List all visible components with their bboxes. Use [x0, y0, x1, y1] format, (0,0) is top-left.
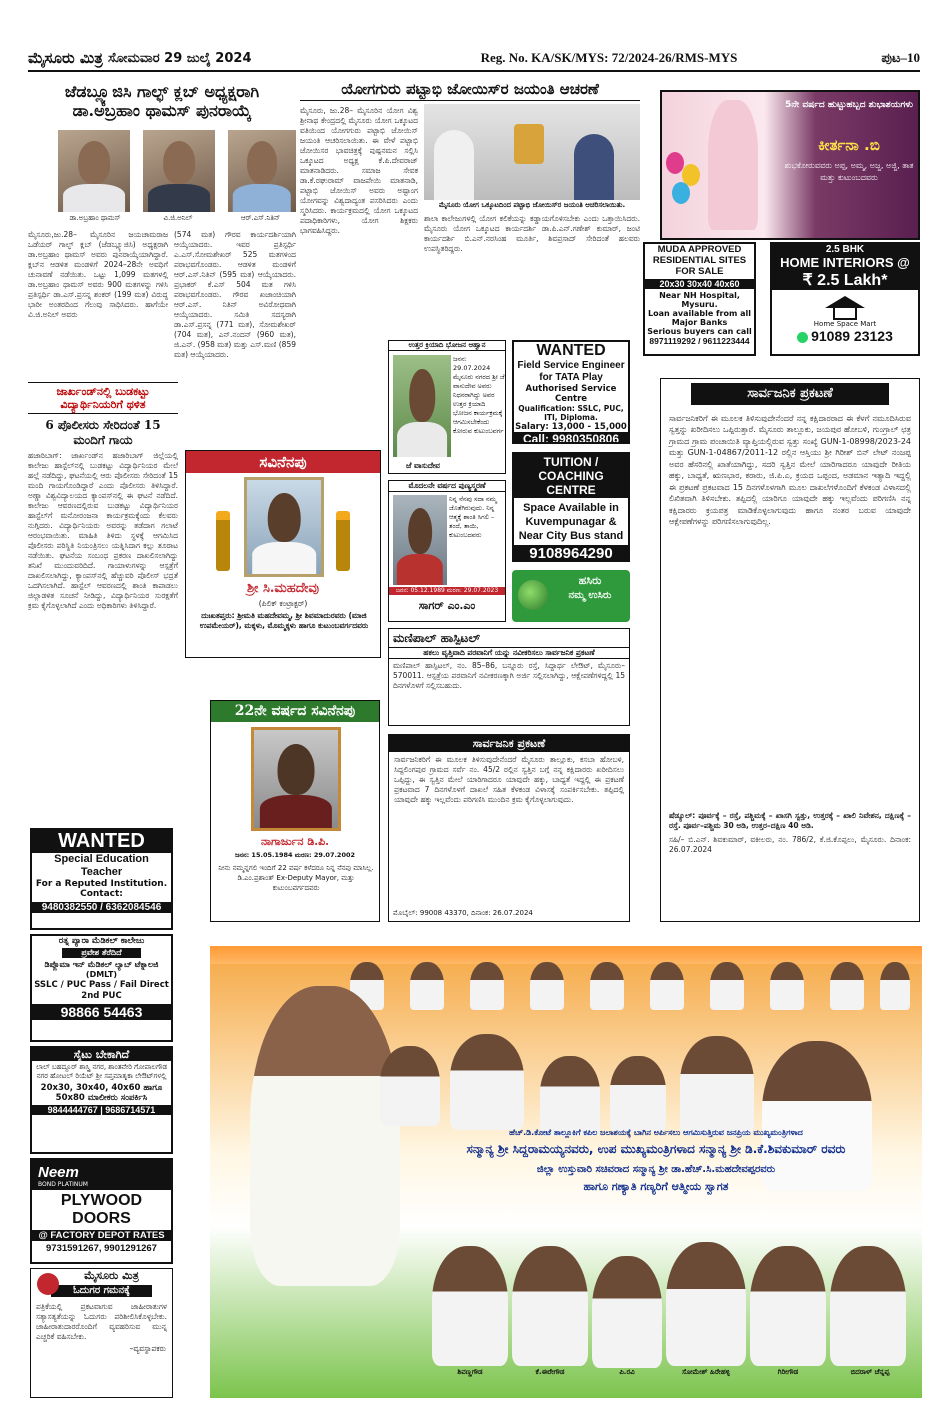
sites-title: ಸೈಟು ಬೇಕಾಗಿದೆ — [32, 1048, 171, 1061]
sites-sizes: 20x30, 30x40, 40x60 ಹಾಗೂ 50x80 ಮಾಲೀಕರು ಸಂಪರ್ಕಿಸಿ — [40, 1083, 163, 1104]
banner-person-4 — [666, 1242, 746, 1366]
birthday-wishes: ಶುಭಕೋರುವವರು ಅಪ್ಪ, ಅಮ್ಮ, ಅಜ್ಜ, ಅಜ್ಜಿ, ತಾತ ಮತ್ತು ಕುಟುಂಬದವರು — [784, 161, 914, 182]
plywood-rate: @ FACTORY DEPOT RATES — [32, 1230, 171, 1241]
muda-note: Serious buyers can call — [647, 327, 752, 336]
tata-salary: Salary: 13,000 - 15,000 — [515, 422, 627, 432]
dmlt-phone: 98866 54463 — [32, 1004, 171, 1020]
muda-location: Near NH Hospital, Mysuru. — [659, 291, 740, 309]
birthday-line1: 5ನೇ ವರ್ಷದ ಹುಟ್ಟುಹಬ್ಬದ ಶುಭಾಶಯಗಳು — [785, 100, 913, 110]
public-notice-small — [388, 734, 630, 922]
banner-face — [610, 1056, 666, 1132]
welcome-banner — [210, 946, 922, 1398]
banner-name-1: ಶಿವಣ್ಣಗೌಡ — [457, 1368, 483, 1376]
manipal-text: ಮಣಿಪಾಲ್ ಹಾಸ್ಪಿಟಲ್, ನಂ. 85–86, ಬನ್ನೂರು ರಸ್ತೆ, ಸಿದ್ದಾರ್ಥ ಲೇಔಟ್, ಮೈಸೂರು–570011. ಆಸ್ಪತ್ರೆಯ ಪರವಾನಿಗೆ ನವೀಕರಣಕ್ಕಾಗಿ ಅರ್ಜಿ ಸಲ್ಲಿಸಲಾಗಿದ್ದು, ಆಕ್ಷೇಪಣೆಗಳಿದ್ದಲ್ಲಿ 15 ದಿನಗಳೊಳಗೆ ಸಲ್ಲಿಸಬಹುದು. — [393, 661, 625, 691]
notice-large-sign: ಸಹಿ/– ಬಿ.ಎನ್. ಶಿವಕುಮಾರ್, ವಕೀಲರು, ನಂ. 786/2, ಕೆ.ಜಿ.ಕೊಪ್ಪಲು, ಮೈಸೂರು. ದಿನಾಂಕ: 26.07.2024 — [669, 834, 911, 854]
savinenapu22-name: ನಾಗಾರ್ಜುನ ಡಿ.ಪಿ. — [260, 835, 329, 848]
interiors-phone — [772, 328, 918, 344]
yoga-photo — [424, 104, 640, 200]
savinenapu22-title: 22ನೇ ವರ್ಷದ ಸವಿನೆನಪು — [211, 701, 379, 722]
plywood-title: PLYWOOD DOORS — [60, 1192, 143, 1227]
jharkhand-headline: ಜಾರ್ಖಂಡ್‌ನಲ್ಲಿ ಬುಡಕಟ್ಟು ವಿದ್ಯಾರ್ಥಿನಿಯರಿಗೆ ಥಳಿತ — [28, 382, 178, 414]
dmlt-title: ರತ್ನ ಪ್ಯಾರಾ ಮೆಡಿಕಲ್ ಕಾಲೇಜು — [58, 936, 145, 946]
story-yoga — [300, 80, 640, 335]
jharkhand-subhead: 6 ಪೊಲೀಸರು ಸೇರಿದಂತೆ 15 ಮಂದಿಗೆ ಗಾಯ — [45, 418, 161, 447]
anniversary-badge-icon — [37, 1273, 59, 1295]
globe-icon — [518, 580, 548, 610]
manipal-subtitle: ಹಕಲು ವೃತ್ತಿವಾದಿ ಪರವಾನಿಗೆ ಯನ್ನು ನವೀಕರಿಸಲು ಸಾರ್ವಜನಿಕ ಪ್ರಕಟಣೆ — [389, 647, 629, 659]
sites-wanted-ad — [30, 1046, 173, 1154]
tata-call: Call: 9980350806 — [514, 432, 628, 444]
interiors-top: 2.5 BHK — [772, 244, 918, 255]
reader-box-sub: ಓದುಗರ ಗಮನಕ್ಕೆ — [51, 1285, 152, 1297]
first-anniversary-sagar — [388, 480, 506, 622]
banner-person-2 — [512, 1246, 588, 1366]
notice-small-sign: ಮೊಬೈಲ್: 99008 43370, ದಿನಾಂಕ: 26.07.2024 — [393, 909, 533, 917]
reader-box-title: ಮೈಸೂರು ಮಿತ್ರ — [84, 1269, 139, 1282]
savinenapu22-dates: ಜನನ: 15.05.1984 ಮರಣ: 29.07.2002 — [234, 851, 356, 859]
teacher-sub: For a Reputed Institution. Contact: — [35, 879, 168, 899]
interiors-price: ₹ 2.5 Lakh* — [772, 270, 918, 290]
green-line2: ನಮ್ಮ ಉಸಿರು — [568, 590, 612, 601]
banner-face — [540, 1056, 600, 1136]
obituary1-title: ಉತ್ತರ ಕ್ರಿಯಾದಿ ಭೋಜನ ಆಹ್ವಾನ — [389, 341, 505, 351]
yoga-headline: ಯೋಗಗುರು ಪಟ್ಟಾಭಿ ಜೋಯಿಸ್‌ರ ಜಯಂತಿ ಆಚರಣೆ — [300, 80, 640, 101]
wanted-teacher-ad — [30, 828, 173, 930]
yoga-body-2: ಶಾಲಾ ಕಾಲೇಜುಗಳಲ್ಲಿ ಯೋಗ ಕಲಿಕೆಯನ್ನು ಕಡ್ಡಾಯಗೊಳಿಸಬೇಕು ಎಂದು ಒತ್ತಾಯಿಸಿದರು. ಮೈಸೂರು ಯೋಗ ಒಕ್ಕೂಟದ ಕಾರ್ಯದರ್ಶಿ ಡಾ.ಪಿ.ಎನ್.ಗಣೇಶ್ ಕುಮಾರ್, ಜಂಟಿ ಕಾರ್ಯದರ್ಶಿ ಬಿ.ಎನ್.ನರಸಿಂಹ ಮೂರ್ತಿ, ಶಿವಪ್ರಸಾದ್ ಸೇರಿದಂತೆ ಹಲವರು ಉಪಸ್ಥಿತರಿದ್ದರು. — [424, 214, 640, 253]
plywood-phone: 9731591267, 9901291267 — [46, 1243, 157, 1254]
birthday-name: ಕೀರ್ತನಾ .ಬಿ — [818, 136, 880, 154]
obituary-vasudeva — [388, 340, 506, 474]
public-notice-large — [660, 378, 920, 922]
teacher-role: Special Education Teacher — [54, 853, 149, 878]
tata-qual: Qualification: SSLC, PUC, ITI, Diploma. — [518, 404, 624, 422]
muda-title: MUDA APPROVED RESIDENTIAL SITES FOR SALE — [652, 244, 747, 277]
banner-face — [680, 1036, 754, 1136]
reader-box-text: ಪತ್ರಿಕೆಯಲ್ಲಿ ಪ್ರಕಟವಾಗುವ ಜಾಹೀರಾತುಗಳ ಸತ್ಯಾಸತ್ಯತೆಯನ್ನು ಓದುಗರು ಪರಿಶೀಲಿಸಿಕೊಳ್ಳಬೇಕು. ಜಾಹೀರಾತುದಾರರೊಂದಿಗೆ ವ್ಯವಹರಿಸುವ ಮುನ್ನ ಎಚ್ಚರಿಕೆ ವಹಿಸಬೇಕು. — [36, 1302, 167, 1342]
savinenapu1-title: ಸವಿನೆನಪು — [186, 451, 380, 473]
sites-phone: 9844444767 | 9686714571 — [32, 1105, 171, 1115]
first-anniv-dates: ಜನನ: 05.12.1989 ಮರಣ: 29.07.2023 — [389, 587, 505, 595]
banner-cm-figure — [250, 986, 400, 1286]
birthday-ad — [660, 90, 920, 240]
notice-large-title: ಸಾರ್ವಜನಿಕ ಪ್ರಕಟಣೆ — [691, 383, 889, 405]
savinenapu-mahadevu — [185, 450, 381, 658]
banner-person-5 — [750, 1246, 826, 1366]
plywood-doors-ad — [30, 1158, 173, 1264]
plywood-sub: BOND PLATINUM — [38, 1181, 88, 1188]
notice-small-title: ಸಾರ್ವಜನಿಕ ಪ್ರಕಟಣೆ — [389, 735, 629, 752]
interiors-title: HOME INTERIORS @ — [772, 255, 918, 270]
house-icon — [825, 296, 865, 320]
interiors-phone-text: 91089 23123 — [811, 328, 893, 344]
reader-box-sign: –ವ್ಯವಸ್ಥಾಪಕರು — [129, 1344, 166, 1354]
reader-notice-box — [30, 1268, 173, 1398]
savinenapu22-photo — [251, 727, 341, 831]
registration-number: Reg. No. KA/SK/MYS: 72/2024-26/RMS-MYS — [480, 50, 738, 65]
green-earth-ad — [512, 570, 630, 622]
savinenapu1-text: ದುಃಖತಪ್ತರು: ಶ್ರೀಮತಿ ಮಹದೇವಮ್ಮ, ಶ್ರೀ ಶಿವಮಾದುರವರು (ಮಾಜಿ ಉಪಮೇಯರ್), ಮಕ್ಕಳು, ಮೊಮ್ಮಕ್ಕಳು ಹಾಗೂ ಕುಟುಂಬವರ್ಗದವರು — [199, 611, 369, 630]
issue-date: ಸೋಮವಾರ 29 ಜುಲೈ 2024 — [108, 50, 252, 66]
banner-name-4: ಸೋಮೇಶ್ ಹಿರೇಹಳ್ಳಿ — [682, 1368, 730, 1376]
savinenapu1-name: ಶ್ರೀ ಸಿ.ಮಹದೇವು — [246, 581, 320, 596]
golf-club-col2: (574 ಮತ) ಗೌರವ ಕಾರ್ಯದರ್ಶಿಯಾಗಿ ಆಯ್ಕೆಯಾದರು. ಇವರ ಪ್ರತಿಸ್ಪರ್ಧಿ ಎ.ಎಸ್.ಸೋಮಶೇಖರ್ 525 ಮತಗಳಿಂದ ಪರಾಭವಗೊಂಡರು. ಆಡಳಿತ ಮಂಡಳಿಗೆ ಆರ್.ಎಸ್.ನಿತಿನ್ (595 ಮತ) ಆಯ್ಕೆಯಾದರು. ಪ್ರಭಾಕರ್ ಕೆ.ಎಸ್ 504 ಮತ ಗಳಿಸಿ ಪರಾಭವಗೊಂಡರು. ಗೌರವ ಖಜಾಂಚಿಯಾಗಿ ಆರ್.ಎಸ್. ನಿತಿನ್ ಅವಿರೋಧವಾಗಿ ಆಯ್ಕೆಯಾದರು. ಸಮಿತಿ ಸದಸ್ಯರಾಗಿ ಡಾ.ಎಸ್.ಪ್ರಸನ್ನ (771 ಮತ), ಸೋಮಶೇಖರ್ (704 ಮತ), ಎನ್.ನಂದನ್ (960 ಮತ), ಜಿ.ಎನ್. (958 ಮತ) ಮತ್ತು ಎಸ್.ಮಣಿ (859 ಮತ) ಆಯ್ಕೆಯಾದರು. — [174, 230, 296, 359]
dmlt-sub: ಪ್ರವೇಶ ತೆರೆದಿದೆ — [62, 948, 141, 958]
first-anniv-title: ಮೊದಲನೇ ವರ್ಷದ ಪುಣ್ಯಸ್ಮರಣೆ — [389, 481, 505, 492]
teacher-phone: 9480382550 / 6362084546 — [32, 902, 171, 913]
tuition-phone: 9108964290 — [514, 545, 628, 562]
story-golf-club — [28, 80, 296, 380]
notice-large-schedule: ಷೆಡ್ಯೂಲ್: ಪೂರ್ವಕ್ಕೆ – ರಸ್ತೆ, ಪಶ್ಚಿಮಕ್ಕೆ – ಖಾಸಗಿ ಸ್ವತ್ತು, ಉತ್ತರಕ್ಕೆ – ಖಾಲಿ ನಿವೇಶನ, ದಕ್ಷಿಣಕ್ಕೆ – ರಸ್ತೆ. ಪೂರ್ವ–ಪಶ್ಚಿಮ 30 ಅಡಿ, ಉತ್ತರ–ದಕ್ಷಿಣ 40 ಅಡಿ. — [669, 810, 911, 830]
photo-nitin — [228, 130, 296, 212]
caption-anil: ವಿ.ಜಿ.ಅನಿಲ್ — [163, 214, 193, 222]
tuition-ad — [512, 452, 630, 562]
obituary1-text: ಜನನ: 29.07.2024 ಮೈಸೂರು ನಗರದ ಶ್ರೀ ಜೆ ವಾಸುದೇವ ಅವರು ನಿಧನರಾಗಿದ್ದು ಅವರ ಉತ್ತರ ಕ್ರಿಯಾದಿ ಭೋಜನ ಕಾರ್ಯಕ್ರಮಕ್ಕೆ ಆಗಮಿಸಬೇಕೆಂದು ಕೋರುವ ಕುಟುಂಬವರ್ಗ — [453, 355, 505, 435]
dmlt-course: ಡಿಪ್ಲೊಮಾ ಇನ್ ಮೆಡಿಕಲ್ ಲ್ಯಾಬ್ ಟೆಕ್ನಾಲಜಿ (DMLT) — [44, 960, 159, 979]
banner-name-2: ಕೆ.ಈರೇಗೌಡ — [535, 1368, 565, 1376]
sites-body: ಲಾಲ್ ಬಹದ್ದೂರ್ ಶಾಸ್ತ್ರಿ ನಗರ, ಶಾಂತವೇರಿ ಗೋಪಾಲಗೌಡ ನಗರ ಹೋಟಲ್ ರಿಯೆಟ್ ಶ್ರೀ ಸಪ್ತಮಾತೃಕಾ ಲೇಔಟ್‌ಗಳಲ್ಲಿ — [35, 1063, 168, 1081]
teacher-wanted-title: WANTED — [32, 830, 171, 853]
first-anniv-name: ಸಾಗರ್ ಎಂ.ಎಂ — [418, 599, 476, 612]
manipal-title: ಮಣಿಪಾಲ್ ಹಾಸ್ಪಿಟಲ್ — [393, 631, 481, 645]
banner-person-3 — [592, 1256, 662, 1368]
interiors-brand: Home Space Mart — [813, 320, 877, 328]
home-interiors-ad — [770, 242, 920, 356]
banner-person-6 — [830, 1246, 906, 1366]
photo-anil — [143, 130, 215, 212]
notice-large-text: ಸಾರ್ವಜನಿಕರಿಗೆ ಈ ಮೂಲಕ ತಿಳಿಸುವುದೇನೆಂದರೆ ನನ್ನ ಕಕ್ಷಿದಾರರಾದ ಈ ಕೆಳಗೆ ನಮೂದಿಸಿರುವ ಸ್ವತ್ತನ್ನು ಖರೀದಿಸಲು ಒಪ್ಪಿರುತ್ತಾರೆ. ಮೈಸೂರು ತಾಲ್ಲೂಕು, ಜಯಪುರ ಹೋಬಳಿ, ಗುಂಗ್ರಾಲ್ ಛತ್ರ ಗ್ರಾಮದ ಗ್ರಾಮ ಪಂಚಾಯಿತಿ ವ್ಯಾಪ್ತಿಯಲ್ಲಿರುವ ಸ್ವತ್ತು ಸಂಖ್ಯೆ GUN-1-08998/2023-24 ಮತ್ತು GUN-1-04867/2011-12 ರಲ್ಲಿನ ಆಸ್ತಿಯು ಶ್ರೀ ಗಿರೀಶ್ ಬಿನ್ ಲೇಟ್ ನಂಜಪ್ಪ ಅವರ ಹೆಸರಿನಲ್ಲಿ ಖಾತೆಯಾಗಿದ್ದು, ಸದರಿ ಸ್ವತ್ತಿನ ಮೇಲೆ ಯಾರಿಗಾದರೂ ಯಾವುದೇ ರೀತಿಯ ಹಕ್ಕು, ಬಾಧ್ಯತೆ, ಋಣಭಾರ, ಕರಾರು, ಜಿ.ಪಿ.ಎ, ಕ್ರಯದ ಒಪ್ಪಂದ, ಅಡಮಾನ ಇತ್ಯಾದಿ ಇದ್ದಲ್ಲಿ ಈ ಪ್ರಕಟಣೆ ಪ್ರಕಟವಾದ 15 ದಿನಗಳೊಳಗಾಗಿ ಮೂಲ ದಾಖಲೆಗಳೊಂದಿಗೆ ಕೆಳಕಂಡ ವಿಳಾಸದಲ್ಲಿ ಲಿಖಿತವಾಗಿ ತಿಳಿಸಬೇಕು. ತಪ್ಪಿದಲ್ಲಿ ಯಾರಿಗೂ ಯಾವುದೇ ಹಕ್ಕು ಇಲ್ಲವೆಂದು ಪರಿಗಣಿಸಿ ನನ್ನ ಕಕ್ಷಿದಾರರು ಕ್ರಯಪತ್ರ ಮಾಡಿಕೊಳ್ಳಲಾಗುವುದು ಹಾಗೂ ನಂತರ ಬರುವ ಯಾವುದೇ ಆಕ್ಷೇಪಣೆಗಳನ್ನು ಪರಿಗಣಿಸಲಾಗುವುದಿಲ್ಲ. — [669, 413, 911, 527]
green-line1: ಹಸಿರು — [578, 574, 602, 587]
banner-line1: ಹೆಚ್.ಡಿ.ಕೋಟೆ ತಾಲ್ಲೂಕಿಗೆ ಕಪಿಲ ಜಲಾಶಯಕ್ಕೆ ಬಾಗಿನ ಅರ್ಪಿಸಲು ಆಗಮಿಸುತ್ತಿರುವ ಜನಪ್ರಿಯ ಮುಖ್ಯಮಂತ್ರಿಗಳಾದ — [509, 1128, 803, 1137]
banner-face — [380, 1046, 440, 1126]
tata-wanted-title: WANTED — [536, 342, 606, 359]
tata-centre: Authorised Service Centre — [525, 384, 617, 404]
dmlt-college-ad — [30, 934, 173, 1042]
whatsapp-icon — [797, 332, 808, 343]
yoga-body: ಮೈಸೂರು, ಜು.28– ಮೈಸೂರಿನ ಯೋಗ ವಿಶ್ವ ಶ್ರೀನಾಥ ಕೇಂದ್ರದಲ್ಲಿ ಮೈಸೂರು ಯೋಗ ಒಕ್ಕೂಟದ ವತಿಯಿಂದ ಯೋಗಗುರು ಪಟ್ಟಾಭಿ ಜೋಯಿಸ್ ಜಯಂತಿ ಆಚರಿಸಲಾಯಿತು. ಈ ವೇಳೆ ಪಟ್ಟಾಭಿ ಜೋಯಿಸರ ಭಾವಚಿತ್ರಕ್ಕೆ ಪುಷ್ಪನಮನ ಸಲ್ಲಿಸಿ ಒಕ್ಕೂಟದ ಅಧ್ಯಕ್ಷ ಕೆ.ಪಿ.ದೇವರಾಜ್ ಮಾತನಾಡಿದರು. ಸಮಾಜ ಸೇವಕ ಡಾ.ಕೆ.ರಘುರಾಮ್ ವಾಜಪೇಯಿ ಮಾತನಾಡಿ, ಪಟ್ಟಾಭಿ ಜೋಯಿಸ್ ಅವರು ಅಷ್ಟಾಂಗ ಯೋಗವನ್ನು ವಿಶ್ವದಾದ್ಯಂತ ಪಸರಿಸಿದರು ಎಂದು ಸ್ಮರಿಸಿದರು. ಕಾರ್ಯಕ್ರಮದಲ್ಲಿ ಯೋಗ ಒಕ್ಕೂಟದ ಪದಾಧಿಕಾರಿಗಳು, ಯೋಗ ಶಿಕ್ಷಕರು ಭಾಗವಹಿಸಿದ್ದರು. — [300, 106, 418, 235]
golf-club-headline: ಜೆಡಬ್ಲ್ಯೂಜಿಸಿ ಗಾಲ್ಫ್ ಕ್ಲಬ್ ಅಧ್ಯಕ್ಷರಾಗಿ ಡಾ.ಅಬ್ರಹಾಂ ಥಾಮಸ್ ಪುನರಾಯ್ಕೆ — [64, 82, 260, 121]
lamp-icon-right — [336, 511, 350, 571]
banner-name-5: ಗಿರೀಗೌಡ — [777, 1368, 799, 1376]
banner-top-row — [330, 952, 910, 1022]
story-jharkhand — [28, 382, 178, 812]
yoga-photo-caption: ಮೈಸೂರು ಯೋಗ ಒಕ್ಕೂಟದಿಂದ ಪಟ್ಟಾಭಿ ಜೋಯಿಸ್‌ರ ಜಯಂತಿ ಆಚರಿಸಲಾಯಿತು. — [438, 201, 626, 209]
savinenapu22-text: ನೀನು ನಮ್ಮನ್ನಗಲಿ ಇಂದಿಗೆ 22 ವರ್ಷ ಕಳೆದರೂ ನಿನ್ನ ನೆನಪು ಮಾಸಿಲ್ಲ. ಡಿ.ಎಂ.ಪ್ರಶಾಂತ್ Ex-Deputy Mayor, ಮತ್ತು ಕುಟುಂಬವರ್ಗದವರು — [218, 864, 374, 892]
caption-nitin: ಆರ್.ಎಸ್.ನಿತಿನ್ — [240, 214, 281, 222]
manipal-hospital-notice — [388, 628, 630, 726]
savinenapu1-sub: (ಪಿಲಿಕ್ ಕಂಟ್ರಾಕ್ಟರ್) — [258, 599, 308, 608]
first-anniv-photo — [393, 495, 447, 585]
jharkhand-body: ಹಜಾರಿಬಾಗ್: ಜಾರ್ಖಂಡ್‌ನ ಹಜಾರಿಬಾಗ್ ಜಿಲ್ಲೆಯಲ್ಲಿ ಕಾಲೇಜು ಹಾಸ್ಟೆಲ್‌ನಲ್ಲಿ ಬುಡಕಟ್ಟು ವಿದ್ಯಾರ್ಥಿನಿಯರ ಮೇಲೆ ಹಲ್ಲೆ ನಡೆದಿದ್ದು, ಘಟನೆಯಲ್ಲಿ ಆರು ಪೊಲೀಸರು ಸೇರಿದಂತೆ 15 ಮಂದಿ ಗಾಯಗೊಂಡಿದ್ದಾರೆ ಎಂದು ಪೊಲೀಸರು ತಿಳಿಸಿದ್ದಾರೆ. ಅಣ್ಣಾ ವಿಶ್ವವಿದ್ಯಾಲಯದ ಕ್ಯಾಂಪಸ್‌ನಲ್ಲಿ ಈ ಘಟನೆ ನಡೆದಿದೆ. ಕಾಲೇಜು ಆವರಣದಲ್ಲಿರುವ ಬುಡಕಟ್ಟು ವಿದ್ಯಾರ್ಥಿನಿಯರ ಹಾಸ್ಟೆಲ್‌ಗೆ ಮನೋರಂಜನಾ ಕಾರ್ಯಕ್ರಮಕ್ಕೆಂದು ಕೆಲವರು ನುಗ್ಗಿದರು. ವಿದ್ಯಾರ್ಥಿನಿಯರು ಅವರನ್ನು ತಡೆದಾಗ ಗಲಾಟೆ ಆರಂಭವಾಯಿತು. ಮಾಹಿತಿ ತಿಳಿದು ಸ್ಥಳಕ್ಕೆ ಆಗಮಿಸಿದ ಪೊಲೀಸರು ಪರಿಸ್ಥಿತಿ ನಿಯಂತ್ರಿಸಲು ಯತ್ನಿಸಿದಾಗ ಕಲ್ಲು ತೂರಾಟ ನಡೆಯಿತು. ಘಟನೆಯ ಸಂಬಂಧ ಪ್ರಕರಣ ದಾಖಲಿಸಲಾಗಿದ್ದು ತನಿಖೆ ಮುಂದುವರಿದಿದೆ. ಗಾಯಾಳುಗಳನ್ನು ಆಸ್ಪತ್ರೆಗೆ ದಾಖಲಿಸಲಾಗಿದ್ದು, ಕ್ಯಾಂಪಸ್‌ನಲ್ಲಿ ಹೆಚ್ಚುವರಿ ಪೊಲೀಸ್ ಭದ್ರತೆ ಒದಗಿಸಲಾಗಿದೆ. ಹಾಸ್ಟೆಲ್ ಆವರಣದಲ್ಲಿ ಶಾಂತಿ ಕಾಪಾಡಲು ಜಿಲ್ಲಾಡಳಿತ ಸೂಚನೆ ನೀಡಿದ್ದು, ವಿದ್ಯಾರ್ಥಿನಿಯರ ಸುರಕ್ಷತೆಗೆ ಕ್ರಮ ಕೈಗೊಳ್ಳಲಾಗಿದೆ ಎಂದು ಅಧಿಕಾರಿಗಳು ತಿಳಿಸಿದ್ದಾರೆ. — [28, 451, 178, 611]
golf-club-col1: ಮೈಸೂರು,ಜು.28– ಮೈಸೂರಿನ ಜಯಚಾಮರಾಜ ಒಡೆಯರ್ ಗಾಲ್ಫ್ ಕ್ಲಬ್ (ಜೆಡಬ್ಲ್ಯೂಜಿಸಿ) ಅಧ್ಯಕ್ಷರಾಗಿ ಡಾ.ಅಬ್ರಹಾಂ ಥಾಮಸ್ ಅವರು ಪುನರಾಯ್ಕೆಯಾಗಿದ್ದಾರೆ. ಕ್ಲಬ್‌ನ ಆಡಳಿತ ಮಂಡಳಿಗೆ 2024–28ನೇ ಅವಧಿಗೆ ಚುನಾವಣೆ ನಡೆಯಿತು. ಒಟ್ಟು 1,099 ಮತಗಳಲ್ಲಿ ಡಾ.ಅಬ್ರಹಾಂ ಥಾಮಸ್ ಅವರು 900 ಮತಗಳನ್ನು ಗಳಿಸಿ ಪ್ರತಿಸ್ಪರ್ಧಿ ಡಾ.ಎಸ್.ಪ್ರಸನ್ನ ಶಂಕರ್ (199 ಮತ) ವಿರುದ್ಧ ಭಾರೀ ಅಂತರದಿಂದ ಗೆಲುವು ಸಾಧಿಸಿದರು. ಹಾಗೆಯೇ ವಿ.ಜಿ.ಅನಿಲ್ ಅವರು — [28, 230, 168, 319]
first-anniv-text: ನಿನ್ನ ನೆನಪು ಸದಾ ನಮ್ಮ ಜೊತೆಗಿರುವುದು. ನಿನ್ನ ಆತ್ಮಕ್ಕೆ ಶಾಂತಿ ಸಿಗಲಿ – ತಂದೆ, ತಾಯಿ, ಕುಟುಂಬದವರು — [449, 495, 497, 539]
muda-phone: 8971119292 / 9611223444 — [649, 336, 750, 346]
banner-line4: ಹಾಗೂ ಗಣ್ಯಾತಿ ಗಣ್ಯರಿಗೆ ಆತ್ಮೀಯ ಸ್ವಾಗತ — [583, 1180, 729, 1193]
notice-small-text: ಸಾರ್ವಜನಿಕರಿಗೆ ಈ ಮೂಲಕ ತಿಳಿಸುವುದೇನೆಂದರೆ ಮೈಸೂರು ತಾಲ್ಲೂಕು, ಕಸಬಾ ಹೋಬಳಿ, ಸಿದ್ದಲಿಂಗಪುರ ಗ್ರಾಮದ ಸರ್ವೆ ನಂ. 45/2 ರಲ್ಲಿನ ಸ್ವತ್ತಿನ ಬಗ್ಗೆ ನನ್ನ ಕಕ್ಷಿದಾರರು ಖರೀದಿಸಲು ಒಪ್ಪಿದ್ದು, ಈ ಸ್ವತ್ತಿನ ಮೇಲೆ ಯಾರಿಗಾದರೂ ಯಾವುದೇ ಹಕ್ಕು, ಬಾಧ್ಯತೆ ಇದ್ದಲ್ಲಿ ಈ ಪ್ರಕಟಣೆ ಪ್ರಕಟವಾದ 7 ದಿನಗಳೊಳಗೆ ದಾಖಲೆ ಸಹಿತ ಕೆಳಕಂಡ ವಿಳಾಸಕ್ಕೆ ಸಂಪರ್ಕಿಸಬೇಕು. ತಪ್ಪಿದಲ್ಲಿ ಯಾವುದೇ ಹಕ್ಕು ಇಲ್ಲವೆಂದು ಪರಿಗಣಿಸಿ ಮುಂದಿನ ಕ್ರಮ ಕೈಗೊಳ್ಳಲಾಗುವುದು. — [394, 755, 624, 805]
wanted-tata-ad — [512, 340, 630, 444]
caption-abraham: ಡಾ.ಅಬ್ರಹಾಂ ಥಾಮಸ್ — [69, 214, 121, 222]
tuition-title: TUITION / COACHING CENTRE — [514, 454, 628, 498]
page-number: ಪುಟ–10 — [881, 50, 920, 65]
banner-name-3: ಪಿ.ರವಿ — [619, 1368, 635, 1376]
obituary1-name: ಜೆ ವಾಸುದೇವ — [406, 461, 440, 470]
tata-role: Field Service Engineer for TATA Play — [517, 360, 625, 383]
muda-loan: Loan available from all Major Banks — [648, 309, 751, 327]
masthead — [28, 46, 920, 72]
muda-sizes: 20x30 30x40 40x60 — [645, 279, 754, 289]
savinenapu-22-nagarjuna — [210, 700, 380, 922]
photo-abraham — [58, 130, 130, 212]
dmlt-elig: SSLC / PUC Pass / Fail Direct 2nd PUC — [34, 980, 169, 1001]
paper-name: ಮೈಸೂರು ಮಿತ್ರ — [28, 49, 103, 67]
banner-person-1 — [432, 1246, 508, 1366]
banner-line3: ಜಿಲ್ಲಾ ಉಸ್ತುವಾರಿ ಸಚಿವರಾದ ಸನ್ಮಾನ್ಯ ಶ್ರೀ ಡಾ.ಹೆಚ್.ಸಿ.ಮಹದೇವಪ್ಪರವರು — [536, 1164, 776, 1175]
muda-sites-ad — [643, 242, 756, 356]
tuition-body: Space Available in Kuvempunagar & Near City Bus stand — [518, 502, 624, 542]
banner-line2: ಸನ್ಮಾನ್ಯ ಶ್ರೀ ಸಿದ್ದರಾಮಯ್ಯನವರು, ಉಪ ಮುಖ್ಯಮಂತ್ರಿಗಳಾದ ಸನ್ಮಾನ್ಯ ಶ್ರೀ ಡಿ.ಕೆ.ಶಿವಕುಮಾರ್ ರವರು — [466, 1142, 846, 1156]
savinenapu1-photo — [244, 477, 324, 577]
obituary1-photo — [393, 355, 451, 457]
plywood-brand: Neem — [38, 1164, 79, 1181]
banner-face — [450, 1034, 524, 1130]
lamp-icon-left — [216, 511, 230, 571]
banner-name-6: ಬಿದರಾಳ್ ಚೆನ್ನಪ್ಪ — [850, 1368, 890, 1376]
